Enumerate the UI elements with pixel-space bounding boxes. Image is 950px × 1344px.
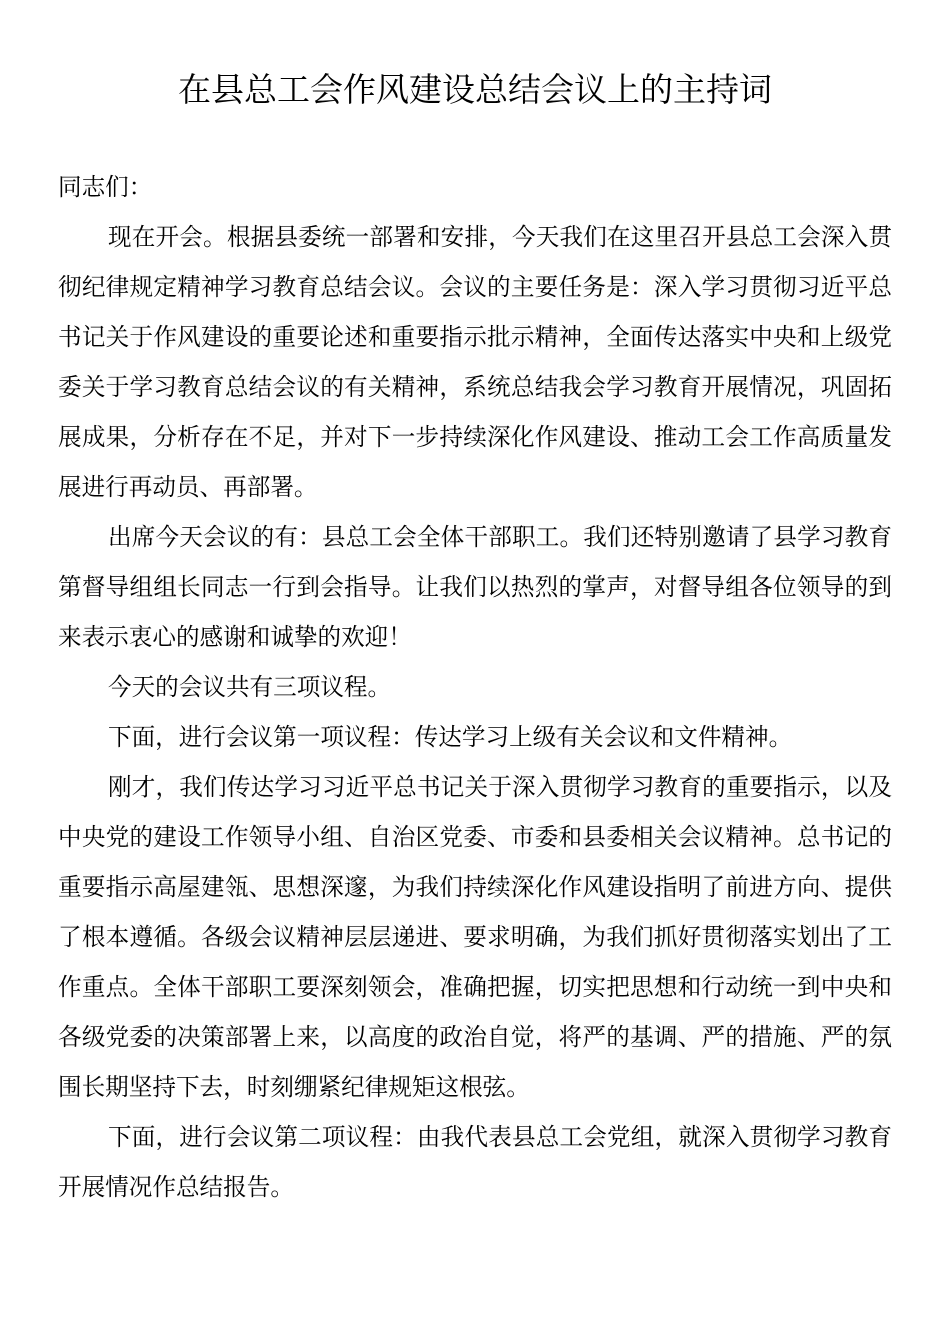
salutation: 同志们： — [58, 173, 153, 201]
paragraph-agenda-item-1-summary: 刚才，我们传达学习习近平总书记关于深入贯彻学习教育的重要指示，以及中央党的建设工作领导小组、自治区党委、市委和县委相关会议精神。总书记的重要指示高屋建瓴、思想深邃，为我们持续深化作风建设指明了前进方向、提供了根本遵循。各级会议精神层层递进、要求明确，为我们抓好贯彻落实划出了工作重点。全体干部职工要深刻领会，准确把握，切实把思想和行动统一到中央和各级党委的决策部署上来，以高度的政治自觉，将严的基调、严的措施、严的氛围长期坚持下去，时刻绷紧纪律规矩这根弦。 — [58, 773, 892, 1101]
document-title: 在县总工会作风建设总结会议上的主持词 — [178, 70, 772, 109]
paragraph-attendees: 出席今天会议的有：县总工会全体干部职工。我们还特别邀请了县学习教育第督导组组长同志一行到会指导。让我们以热烈的掌声，对督导组各位领导的到来表示衷心的感谢和诚挚的欢迎！ — [58, 523, 892, 651]
paragraph-agenda-item-1: 下面，进行会议第一项议程：传达学习上级有关会议和文件精神。 — [108, 723, 793, 751]
paragraph-agenda-item-2: 下面，进行会议第二项议程：由我代表县总工会党组，就深入贯彻学习教育开展情况作总结报告。 — [58, 1123, 892, 1201]
paragraph-agenda-count: 今天的会议共有三项议程。 — [108, 673, 392, 701]
paragraph-opening: 现在开会。根据县委统一部署和安排，今天我们在这里召开县总工会深入贯彻纪律规定精神学习教育总结会议。会议的主要任务是：深入学习贯彻习近平总书记关于作风建设的重要论述和重要指示批示精神，全面传达落实中央和上级党委关于学习教育总结会议的有关精神，系统总结我会学习教育开展情况，巩固拓展成果，分析存在不足，并对下一步持续深化作风建设、推动工会工作高质量发展进行再动员、再部署。 — [58, 223, 892, 501]
document-body — [58, 162, 892, 1212]
